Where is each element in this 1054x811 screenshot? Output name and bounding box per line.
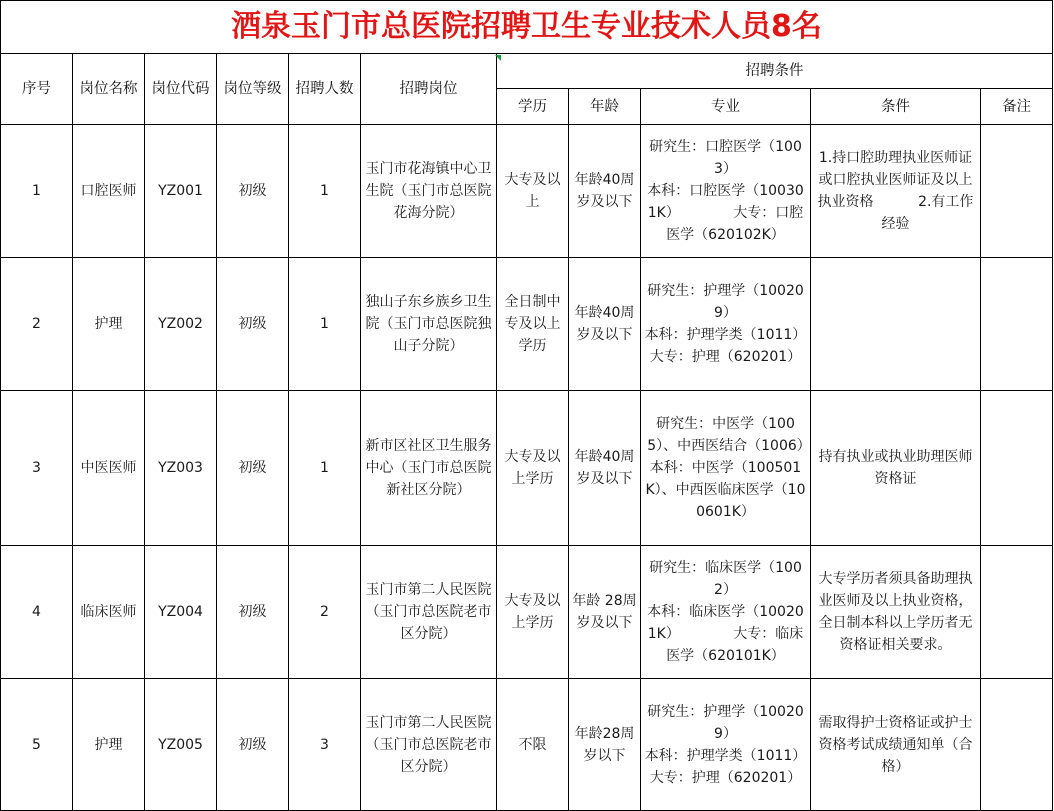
- table-row: [1, 258, 1053, 391]
- cell-post-code: YZ004: [145, 546, 217, 679]
- table-row: [1, 546, 1053, 679]
- table-row: [1, 125, 1053, 258]
- cell-remark: [981, 679, 1053, 811]
- cell-post-code: YZ001: [145, 125, 217, 258]
- cell-post-code: YZ003: [145, 391, 217, 546]
- cell-remark: [981, 258, 1053, 391]
- cell-post-level: 初级: [217, 679, 289, 811]
- cell-post-unit: 独山子东乡族乡卫生院（玉门市总医院独山子分院）: [361, 258, 497, 391]
- header-seq: 序号: [1, 54, 73, 125]
- header-post-name: 岗位名称: [73, 54, 145, 125]
- cell-post-level: 初级: [217, 391, 289, 546]
- cell-requirements: 需取得护士资格证或护士资格考试成绩通知单（合格）: [811, 679, 981, 811]
- cell-major: 研究生：护理学（100209） 本科：护理学类（1011） 大专：护理（620201）: [641, 258, 811, 391]
- cell-post-unit: 玉门市第二人民医院（玉门市总医院老市区分院）: [361, 546, 497, 679]
- cell-seq: 1: [1, 125, 73, 258]
- cell-post-unit: 玉门市第二人民医院（玉门市总医院老市区分院）: [361, 679, 497, 811]
- cell-post-unit: 玉门市花海镇中心卫生院（玉门市总医院花海分院）: [361, 125, 497, 258]
- header-post-unit: 招聘岗位: [361, 54, 497, 125]
- cell-remark: [981, 125, 1053, 258]
- page-title: 酒泉玉门市总医院招聘卫生专业技术人员8名: [1, 1, 1053, 54]
- cell-post-name: 口腔医师: [73, 125, 145, 258]
- cell-post-level: 初级: [217, 125, 289, 258]
- cell-count: 1: [289, 125, 361, 258]
- cell-age: 年龄40周岁及以下: [569, 391, 641, 546]
- cell-education: 大专及以上学历: [497, 546, 569, 679]
- cell-major: 研究生：中医学（1005）、中西医结合（1006）本科：中医学（100501K）、中西医临床医学（100601K）: [641, 391, 811, 546]
- header-post-level: 岗位等级: [217, 54, 289, 125]
- cell-remark: [981, 391, 1053, 546]
- header-age: 年龄: [569, 89, 641, 125]
- cell-requirements: 持有执业或执业助理医师资格证: [811, 391, 981, 546]
- cell-age: 年龄 28周岁及以下: [569, 546, 641, 679]
- cell-post-name: 中医医师: [73, 391, 145, 546]
- cell-count: 1: [289, 258, 361, 391]
- cell-post-code: YZ002: [145, 258, 217, 391]
- cell-count: 1: [289, 391, 361, 546]
- header-education: 学历: [497, 89, 569, 125]
- cell-seq: 5: [1, 679, 73, 811]
- cell-seq: 3: [1, 391, 73, 546]
- table-row: [1, 391, 1053, 546]
- cell-post-name: 护理: [73, 258, 145, 391]
- cell-post-level: 初级: [217, 546, 289, 679]
- cell-major: 研究生：护理学（100209） 本科：护理学类（1011） 大专：护理（620201）: [641, 679, 811, 811]
- cell-post-code: YZ005: [145, 679, 217, 811]
- cell-count: 3: [289, 679, 361, 811]
- cell-major: 研究生：临床医学（1002） 本科：临床医学（100201K） 大专：临床医学（620101K）: [641, 546, 811, 679]
- cell-post-unit: 新市区社区卫生服务中心（玉门市总医院新社区分院）: [361, 391, 497, 546]
- cell-requirements: [811, 258, 981, 391]
- header-conditions: 招聘条件: [497, 54, 1053, 89]
- cell-seq: 2: [1, 258, 73, 391]
- cell-age: 年龄40周岁及以下: [569, 125, 641, 258]
- cell-post-level: 初级: [217, 258, 289, 391]
- cell-age: 年龄28周岁以下: [569, 679, 641, 811]
- cell-requirements: 1.持口腔助理执业医师证或口腔执业医师证及以上执业资格 2.有工作经验: [811, 125, 981, 258]
- header-post-code: 岗位代码: [145, 54, 217, 125]
- cell-education: 全日制中专及以上学历: [497, 258, 569, 391]
- cell-comment-indicator: [495, 55, 501, 61]
- header-major: 专业: [641, 89, 811, 125]
- cell-post-name: 临床医师: [73, 546, 145, 679]
- cell-post-name: 护理: [73, 679, 145, 811]
- cell-age: 年龄40周岁及以下: [569, 258, 641, 391]
- cell-education: 大专及以上学历: [497, 391, 569, 546]
- table-row: [1, 679, 1053, 811]
- header-count: 招聘人数: [289, 54, 361, 125]
- cell-education: 大专及以上: [497, 125, 569, 258]
- cell-requirements: 大专学历者须具备助理执业医师及以上执业资格，全日制本科以上学历者无资格证相关要求。: [811, 546, 981, 679]
- cell-seq: 4: [1, 546, 73, 679]
- header-remark: 备注: [981, 89, 1053, 125]
- cell-remark: [981, 546, 1053, 679]
- cell-count: 2: [289, 546, 361, 679]
- cell-education: 不限: [497, 679, 569, 811]
- cell-major: 研究生：口腔医学（1003） 本科：口腔医学（100301K） 大专：口腔医学（620102K）: [641, 125, 811, 258]
- header-requirements: 条件: [811, 89, 981, 125]
